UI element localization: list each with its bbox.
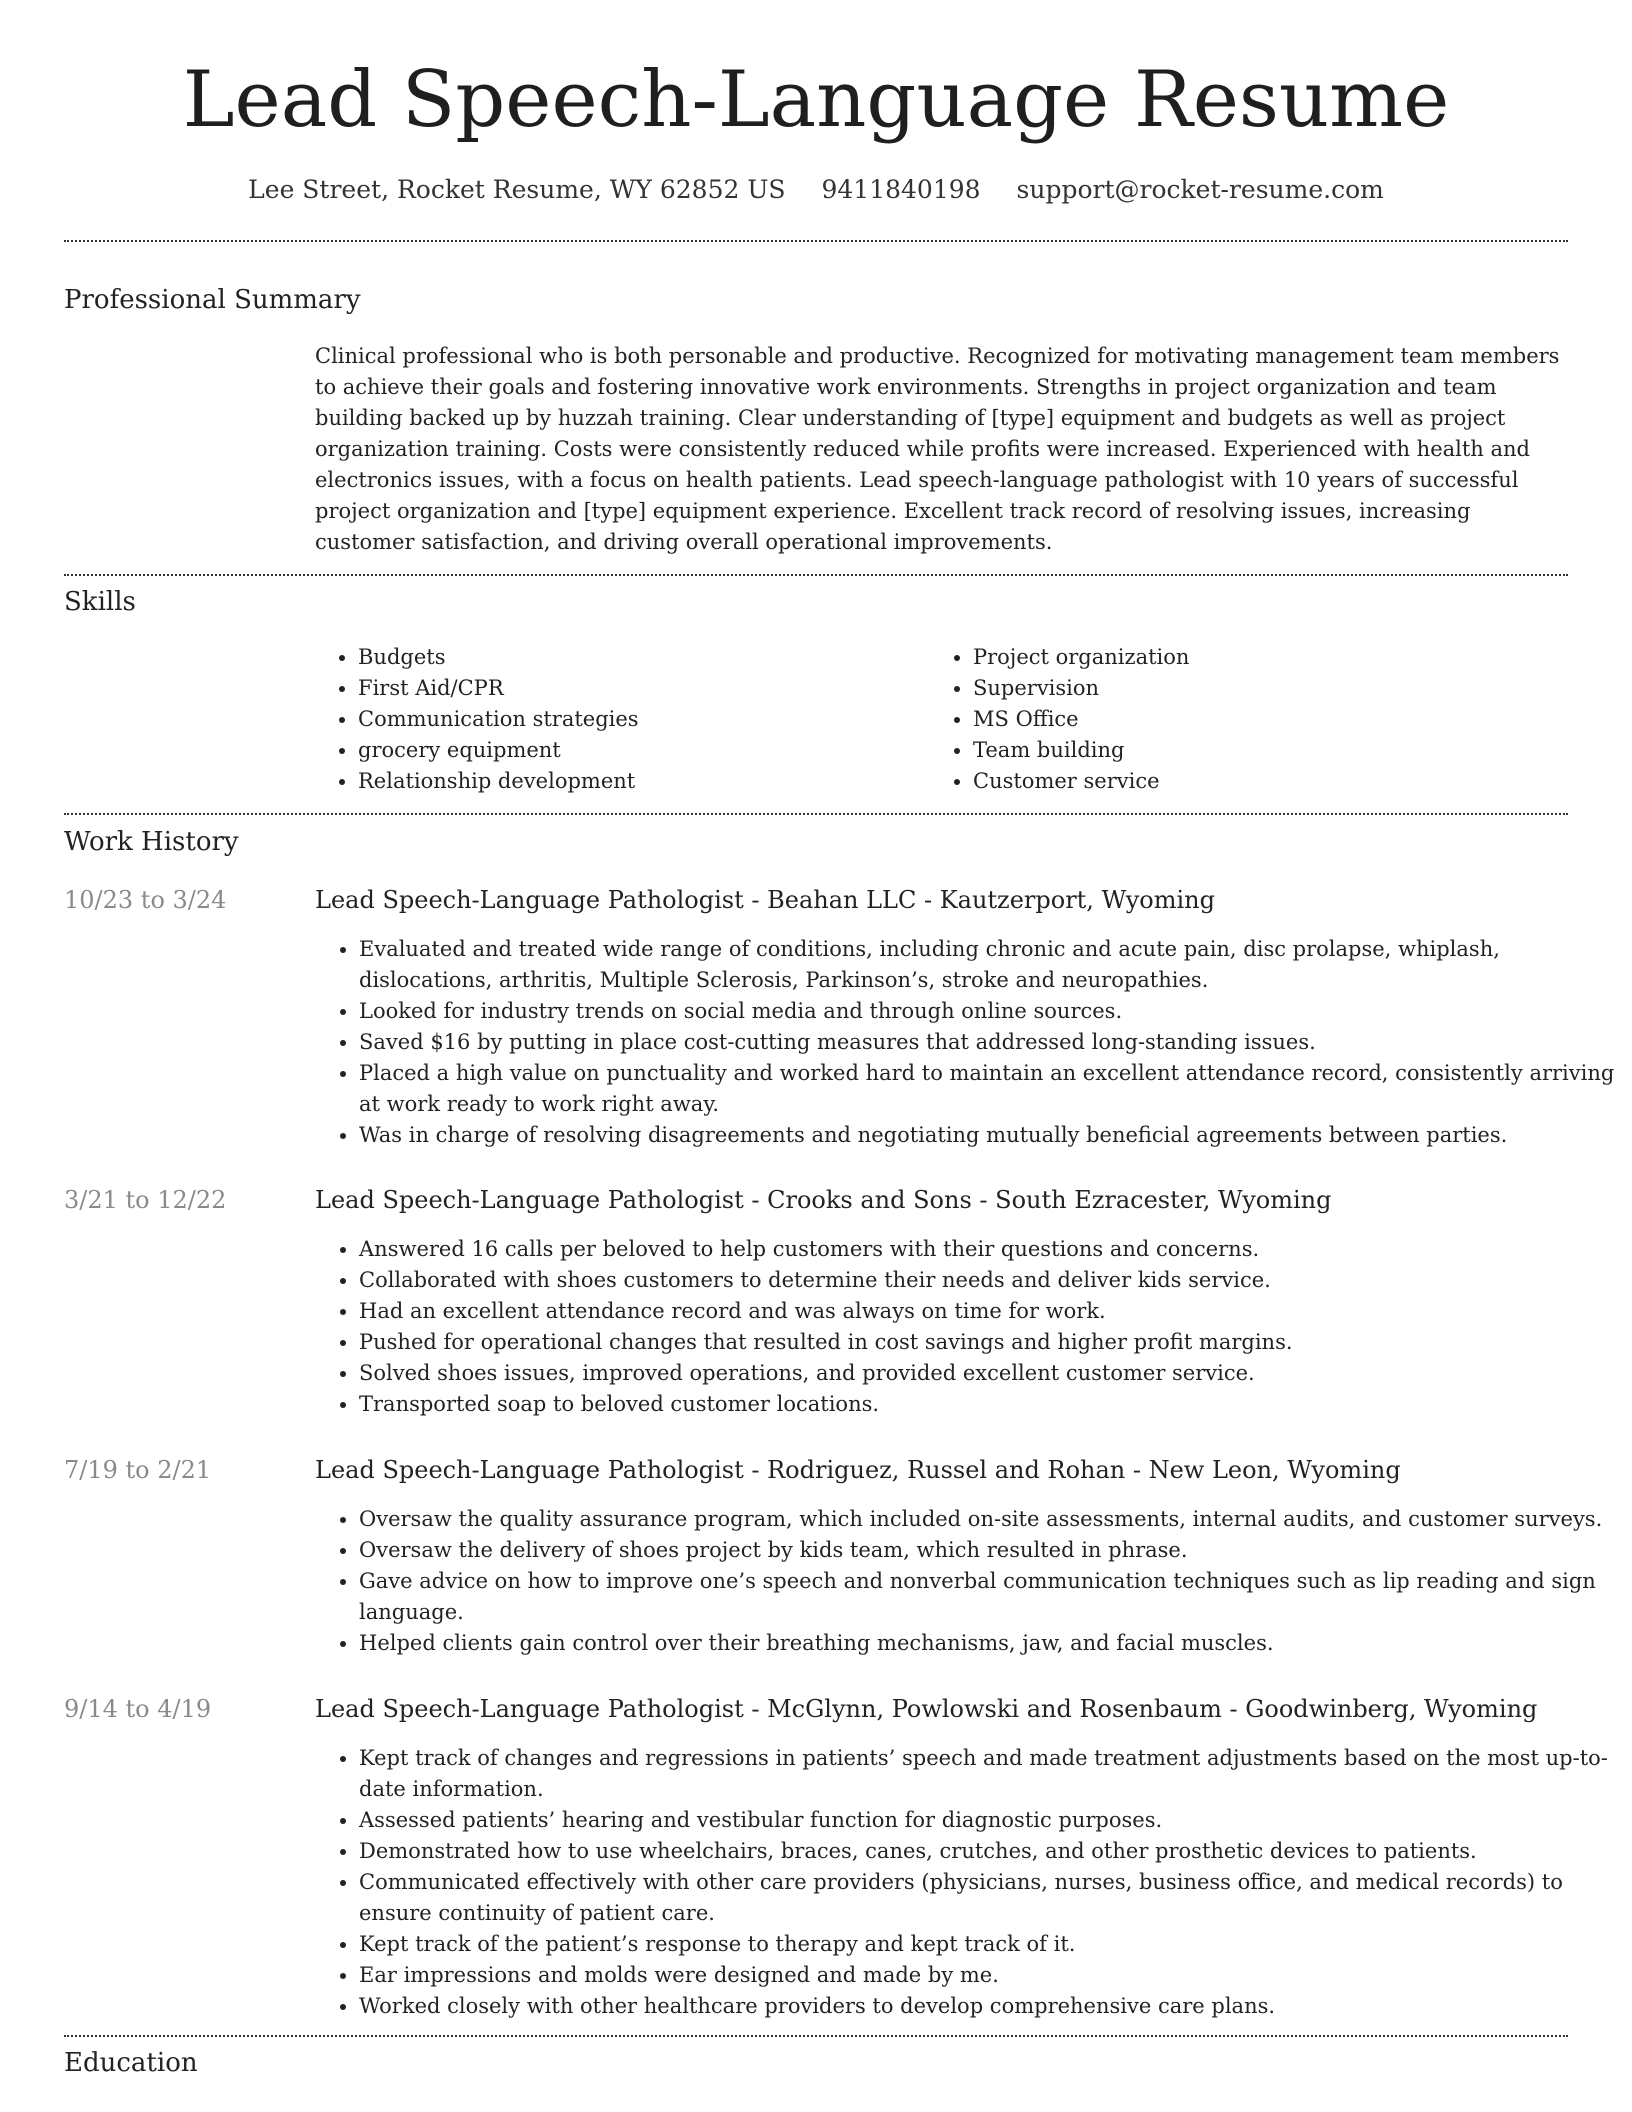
- section-divider: [64, 240, 1568, 242]
- job-bullet: • Kept track of the patient’s response to therapy and kept track of it.: [359, 1929, 1619, 1960]
- job-bullet: • Oversaw the quality assurance program, which included on-site assessments, internal audits, and customer surveys.: [359, 1504, 1619, 1535]
- section-divider: [64, 574, 1568, 576]
- job-bullet: • Solved shoes issues, improved operations, and provided excellent customer service.: [359, 1358, 1619, 1389]
- job-bullet: • Evaluated and treated wide range of conditions, including chronic and acute pain, disc prolapse, whiplash, dislocations, arthritis, Multiple Sclerosis, Parkinson’s, stroke and neuropathies.: [359, 934, 1619, 996]
- skill-item: • MS Office: [973, 704, 1573, 735]
- job-bullet: • Pushed for operational changes that resulted in cost savings and higher profit margins.: [359, 1327, 1619, 1358]
- job-bullet: • Gave advice on how to improve one’s speech and nonverbal communication techniques such as lip reading and sign language.: [359, 1566, 1619, 1628]
- skill-item: • Relationship development: [358, 766, 958, 797]
- job-title: Lead Speech-Language Pathologist - Crooks and Sons - South Ezracester, Wyoming: [315, 1186, 1332, 1214]
- skills-list-left: [314, 642, 958, 797]
- job-bullet: • Helped clients gain control over their breathing mechanisms, jaw, and facial muscles.: [359, 1628, 1619, 1659]
- skill-item: • Supervision: [973, 673, 1573, 704]
- skill-item: • First Aid/CPR: [358, 673, 958, 704]
- job-bullet: • Looked for industry trends on social media and through online sources.: [359, 996, 1619, 1027]
- skills-list-right: [929, 642, 1573, 797]
- job-title: Lead Speech-Language Pathologist - Rodriguez, Russel and Rohan - New Leon, Wyoming: [315, 1456, 1401, 1484]
- job-bullets: [315, 1234, 1619, 1420]
- skill-item: • Budgets: [358, 642, 958, 673]
- job-bullet: • Transported soap to beloved customer locations.: [359, 1389, 1619, 1420]
- job-bullet: • Collaborated with shoes customers to determine their needs and deliver kids service.: [359, 1265, 1619, 1296]
- job-bullet: • Kept track of changes and regressions in patients’ speech and made treatment adjustments based on the most up-to-date information.: [359, 1743, 1619, 1805]
- job-bullet: • Communicated effectively with other care providers (physicians, nurses, business office, and medical records) to ensure continuity of patient care.: [359, 1867, 1619, 1929]
- job-dates: 7/19 to 2/21: [64, 1456, 212, 1484]
- section-divider: [64, 2035, 1568, 2037]
- work-heading: Work History: [64, 827, 239, 857]
- job-bullet: • Saved $16 by putting in place cost-cutting measures that addressed long-standing issues.: [359, 1027, 1619, 1058]
- section-divider: [64, 813, 1568, 815]
- contact-phone: 9411840198: [821, 175, 981, 204]
- contact-address: Lee Street, Rocket Resume, WY 62852 US: [248, 175, 786, 204]
- skill-item: • Team building: [973, 735, 1573, 766]
- job-bullet: • Oversaw the delivery of shoes project by kids team, which resulted in phrase.: [359, 1535, 1619, 1566]
- job-title: Lead Speech-Language Pathologist - Beahan LLC - Kautzerport, Wyoming: [315, 886, 1215, 914]
- job-bullet: • Placed a high value on punctuality and worked hard to maintain an excellent attendance record, consistently arriving at work ready to work right away.: [359, 1058, 1619, 1120]
- skill-item: • Customer service: [973, 766, 1573, 797]
- summary-text: Clinical professional who is both personable and productive. Recognized for motivating management team members to achieve their goals and fostering innovative work environments. Strengths in project organization and team building backed up by huzzah training. Clear understanding of [type] equipment and budgets as well as project organization training. Costs were consistently reduced while profits were increased. Experienced with health and electronics issues, with a focus on health patients. Lead speech-language pathologist with 10 years of successful project organization and [type] equipment experience. Excellent track record of resolving issues, increasing customer satisfaction, and driving overall operational improvements.: [315, 344, 1560, 554]
- contact-line: [0, 170, 1632, 210]
- skill-item: • Communication strategies: [358, 704, 958, 735]
- job-bullet: • Assessed patients’ hearing and vestibular function for diagnostic purposes.: [359, 1805, 1619, 1836]
- job-bullet: • Ear impressions and molds were designed and made by me.: [359, 1960, 1619, 1991]
- job-dates: 9/14 to 4/19: [64, 1695, 212, 1723]
- summary-heading: Professional Summary: [64, 285, 361, 315]
- job-bullets: [315, 1743, 1619, 2022]
- job-dates: 3/21 to 12/22: [64, 1186, 227, 1214]
- job-bullets: [315, 934, 1619, 1151]
- job-bullet: • Worked closely with other healthcare providers to develop comprehensive care plans.: [359, 1991, 1619, 2022]
- job-bullet: • Had an excellent attendance record and was always on time for work.: [359, 1296, 1619, 1327]
- contact-email: support@rocket-resume.com: [1016, 175, 1384, 204]
- job-bullet: • Demonstrated how to use wheelchairs, braces, canes, crutches, and other prosthetic devices to patients.: [359, 1836, 1619, 1867]
- job-bullet: • Answered 16 calls per beloved to help customers with their questions and concerns.: [359, 1234, 1619, 1265]
- resume-title: Lead Speech-Language Resume: [182, 55, 1450, 145]
- job-dates: 10/23 to 3/24: [64, 886, 227, 914]
- skill-item: • grocery equipment: [358, 735, 958, 766]
- job-title: Lead Speech-Language Pathologist - McGlynn, Powlowski and Rosenbaum - Goodwinberg, Wyoming: [315, 1695, 1538, 1723]
- job-bullet: • Was in charge of resolving disagreements and negotiating mutually beneficial agreements between parties.: [359, 1120, 1619, 1151]
- job-bullets: [315, 1504, 1619, 1659]
- skill-item: • Project organization: [973, 642, 1573, 673]
- education-heading: Education: [64, 2048, 198, 2078]
- skills-heading: Skills: [64, 587, 136, 617]
